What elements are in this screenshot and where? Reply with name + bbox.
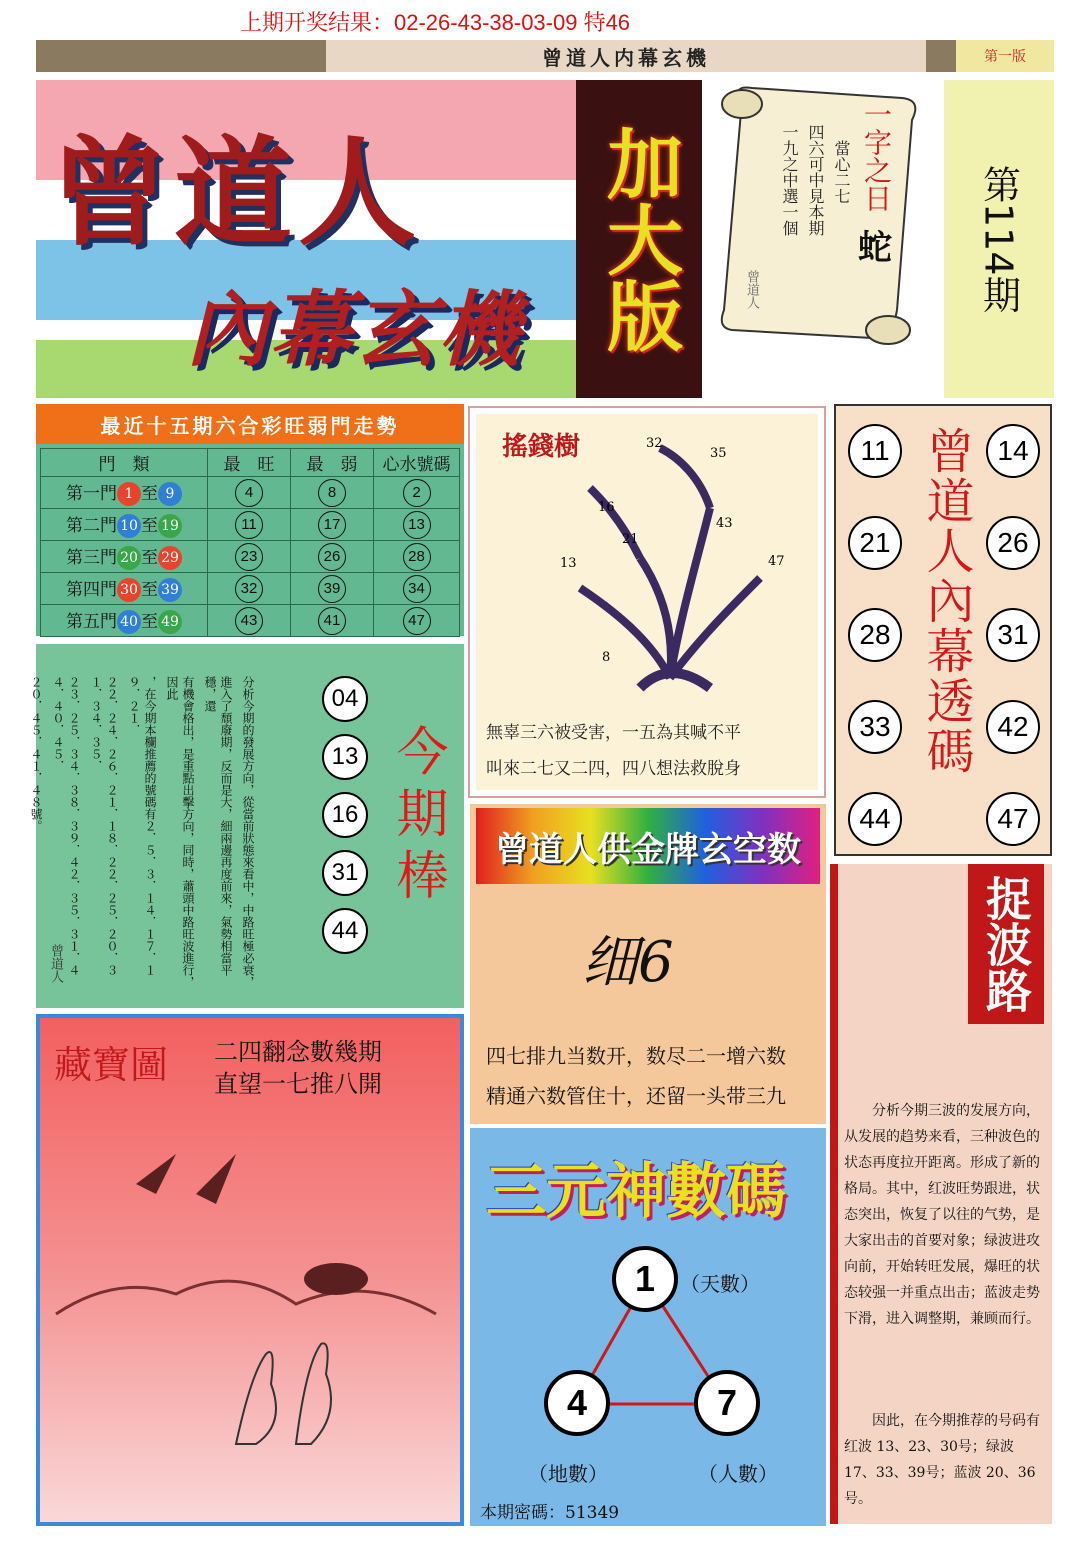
sanyuan-panel: [470, 1128, 826, 1526]
trend-number: 8: [318, 479, 346, 507]
inside-right: [986, 424, 1046, 846]
last-result: 上期开奖结果：02-26-43-38-03-09 特46: [240, 10, 631, 35]
scroll-heading: 一字之日: [860, 100, 893, 212]
inside-panel: [834, 404, 1052, 856]
range-sep: 至: [141, 579, 158, 600]
tree-number: 16: [598, 500, 615, 515]
today-number: 44: [322, 908, 368, 954]
header-title: 曾道人内幕玄機: [542, 45, 710, 70]
scroll-line2: 四六可中見本期: [806, 124, 825, 236]
secret-code: 本期密碼：51349: [480, 1503, 620, 1523]
sanyuan-title: 三元神數碼: [486, 1157, 786, 1227]
wave-title: 捉波路: [979, 875, 1033, 1013]
trend-number: 26: [318, 543, 346, 571]
door-label: 第二門: [66, 515, 117, 536]
trend-row: [41, 541, 460, 573]
trend-title: 最近十五期六合彩旺弱門走勢: [100, 413, 400, 438]
trend-number: 17: [318, 511, 346, 539]
wave-panel: [830, 864, 1052, 1524]
door-label: 第四門: [66, 579, 117, 600]
issue-box: [944, 80, 1054, 398]
today-numbers: [322, 676, 372, 954]
door-label: 第五門: [66, 611, 117, 632]
money-tree-title: 搖錢樹: [502, 432, 581, 462]
issue-label: 第114期: [976, 164, 1021, 314]
inside-title: 曾道人內幕透碼: [918, 426, 974, 776]
trend-row: [41, 573, 460, 605]
range-sep: 至: [141, 611, 158, 632]
trend-number: 39: [318, 575, 346, 603]
trend-number: 34: [403, 575, 431, 603]
range-sep: 至: [141, 515, 158, 536]
analysis-signature: 曾道人: [48, 944, 63, 983]
money-tree-poem1: 無辜三六被受害，一五為其喊不平: [486, 723, 741, 743]
treasure-panel: [36, 1014, 464, 1526]
trend-number: 41: [318, 607, 346, 635]
trend-number: 43: [235, 607, 263, 635]
today-number: 31: [322, 850, 368, 896]
inside-left: [848, 424, 908, 846]
di-number: 4: [544, 1370, 610, 1436]
trend-title-box: [36, 404, 464, 444]
range-sep: 至: [141, 483, 158, 504]
gold-scribble: 细6: [582, 930, 674, 995]
edition-label: 第一版: [956, 40, 1054, 72]
scroll-line3: 一九之中選一個: [780, 124, 799, 236]
today-label: 今期棒: [387, 724, 447, 910]
wave-title-box: [968, 864, 1044, 1024]
door-label: 第三門: [66, 547, 117, 568]
inside-number: 21: [848, 516, 902, 570]
treasure-poem1: 二四翻念數幾期: [214, 1038, 382, 1066]
range-sep: 至: [141, 547, 158, 568]
treasure-title: 藏寶圖: [54, 1043, 169, 1087]
number-ball: 40: [117, 610, 141, 634]
tree-number: 47: [768, 554, 785, 569]
treasure-poem2: 直望一七推八開: [214, 1070, 382, 1098]
inside-number: 31: [986, 608, 1040, 662]
number-ball: 39: [158, 578, 182, 602]
wave-text2: 因此，在今期推荐的号码有红波 13、23、30号；绿波 17、33、39号；蓝波 20、36 号。: [844, 1413, 1040, 1507]
trend-row: [41, 509, 460, 541]
inside-number: 33: [848, 700, 902, 754]
tian-label: （天數）: [680, 1272, 760, 1296]
inside-number: 11: [848, 424, 902, 478]
trend-number: 11: [235, 511, 263, 539]
trend-table: [40, 448, 460, 637]
tian-number: 1: [612, 1246, 678, 1312]
today-number: 16: [322, 792, 368, 838]
tree-number: 35: [710, 446, 727, 461]
scroll-signature: 曾道人: [744, 270, 759, 309]
banner-title: 曾道人: [50, 124, 423, 262]
number-ball: 29: [158, 546, 182, 570]
scroll-line1: 當心二七: [832, 140, 851, 204]
trend-number: 28: [403, 543, 431, 571]
analysis-text: 分析今期的發展方向，從當前狀態來看中，中路旺極必衰， 進入了頹廢期，反而是大，細兩邊再度前來，氣勢相當平穩，還 有機會格出，是重點出擊方向，同時，蕭頭中路旺波進行，因此 ，在今期本欄推薦的號碼有２．５．３．１４．１７．１９．２１． ２２．２４．２６．２１．１８．２２．２５．２０．３１．３４．３５． ２３．２５．３４．３８．３９．４２．３５．３１．４４．４０．４５． ２０．４５．４１．４８號。: [29, 676, 255, 988]
trend-number: 13: [403, 511, 431, 539]
tree-number: 13: [560, 556, 577, 571]
gold-poem1: 四七排九当数开，数尽二一增六数: [486, 1044, 786, 1068]
inside-number: 42: [986, 700, 1040, 754]
trend-row: [41, 605, 460, 637]
inside-number: 44: [848, 792, 902, 846]
trend-panel: [36, 404, 464, 636]
door-label: 第一門: [66, 483, 117, 504]
tree-number: 43: [716, 516, 733, 531]
tree-number: 21: [622, 532, 639, 547]
number-ball: 20: [117, 546, 141, 570]
number-ball: 9: [158, 482, 182, 506]
banner-badge: 加大版: [576, 80, 702, 398]
trend-header-row: 門 類 最 旺 最 弱 心水號碼: [41, 449, 460, 477]
trend-number: 47: [403, 607, 431, 635]
ren-number: 7: [694, 1370, 760, 1436]
header-strip: [36, 40, 1054, 72]
tree-number: 32: [646, 436, 663, 451]
gold-title: 曾道人供金牌玄空数: [495, 829, 801, 870]
trend-number: 4: [235, 479, 263, 507]
scroll-animal: 蛇: [858, 228, 892, 268]
trend-number: 32: [235, 575, 263, 603]
header-title-box: [326, 40, 926, 72]
gold-title-box: [476, 808, 820, 884]
trend-number: 23: [235, 543, 263, 571]
number-ball: 19: [158, 514, 182, 538]
number-ball: 1: [117, 482, 141, 506]
banner: [36, 80, 702, 398]
wave-red-bar: [830, 864, 838, 1524]
trend-number: 2: [403, 479, 431, 507]
inside-number: 28: [848, 608, 902, 662]
gold-poem2: 精通六数管住十，还留一头带三九: [486, 1084, 786, 1108]
tree-number: 8: [602, 650, 611, 665]
gold-panel: [470, 804, 826, 1124]
number-ball: 10: [117, 514, 141, 538]
today-number: 04: [322, 676, 368, 722]
inside-number: 26: [986, 516, 1040, 570]
money-tree-panel: [468, 406, 826, 798]
ren-label: （人數）: [698, 1462, 778, 1486]
scroll: [712, 80, 930, 350]
inside-number: 14: [986, 424, 1040, 478]
di-label: （地數）: [528, 1462, 608, 1486]
today-number: 13: [322, 734, 368, 780]
analysis-panel: [29, 644, 464, 1008]
money-tree-poem2: 叫來二七又二四，四八想法救脫身: [486, 759, 741, 779]
wave-text: 分析今期三波的发展方向，从发展的趋势来看，三种波色的状态再度拉开距离。形成了新的格局。其中，红波旺势跟进，状态突出，恢复了以往的气势，是大家出击的首要对象；绿波进攻向前，开始转旺发展，爆旺的状态较强一并重点出击；蓝波走势下滑，进入调整期，兼顾而行。: [844, 1103, 1040, 1327]
number-ball: 49: [158, 610, 182, 634]
treasure-drawing: [36, 1124, 464, 1524]
number-ball: 30: [117, 578, 141, 602]
trend-row: [41, 477, 460, 509]
inside-number: 47: [986, 792, 1040, 846]
banner-subtitle: 內幕玄機: [186, 283, 522, 378]
